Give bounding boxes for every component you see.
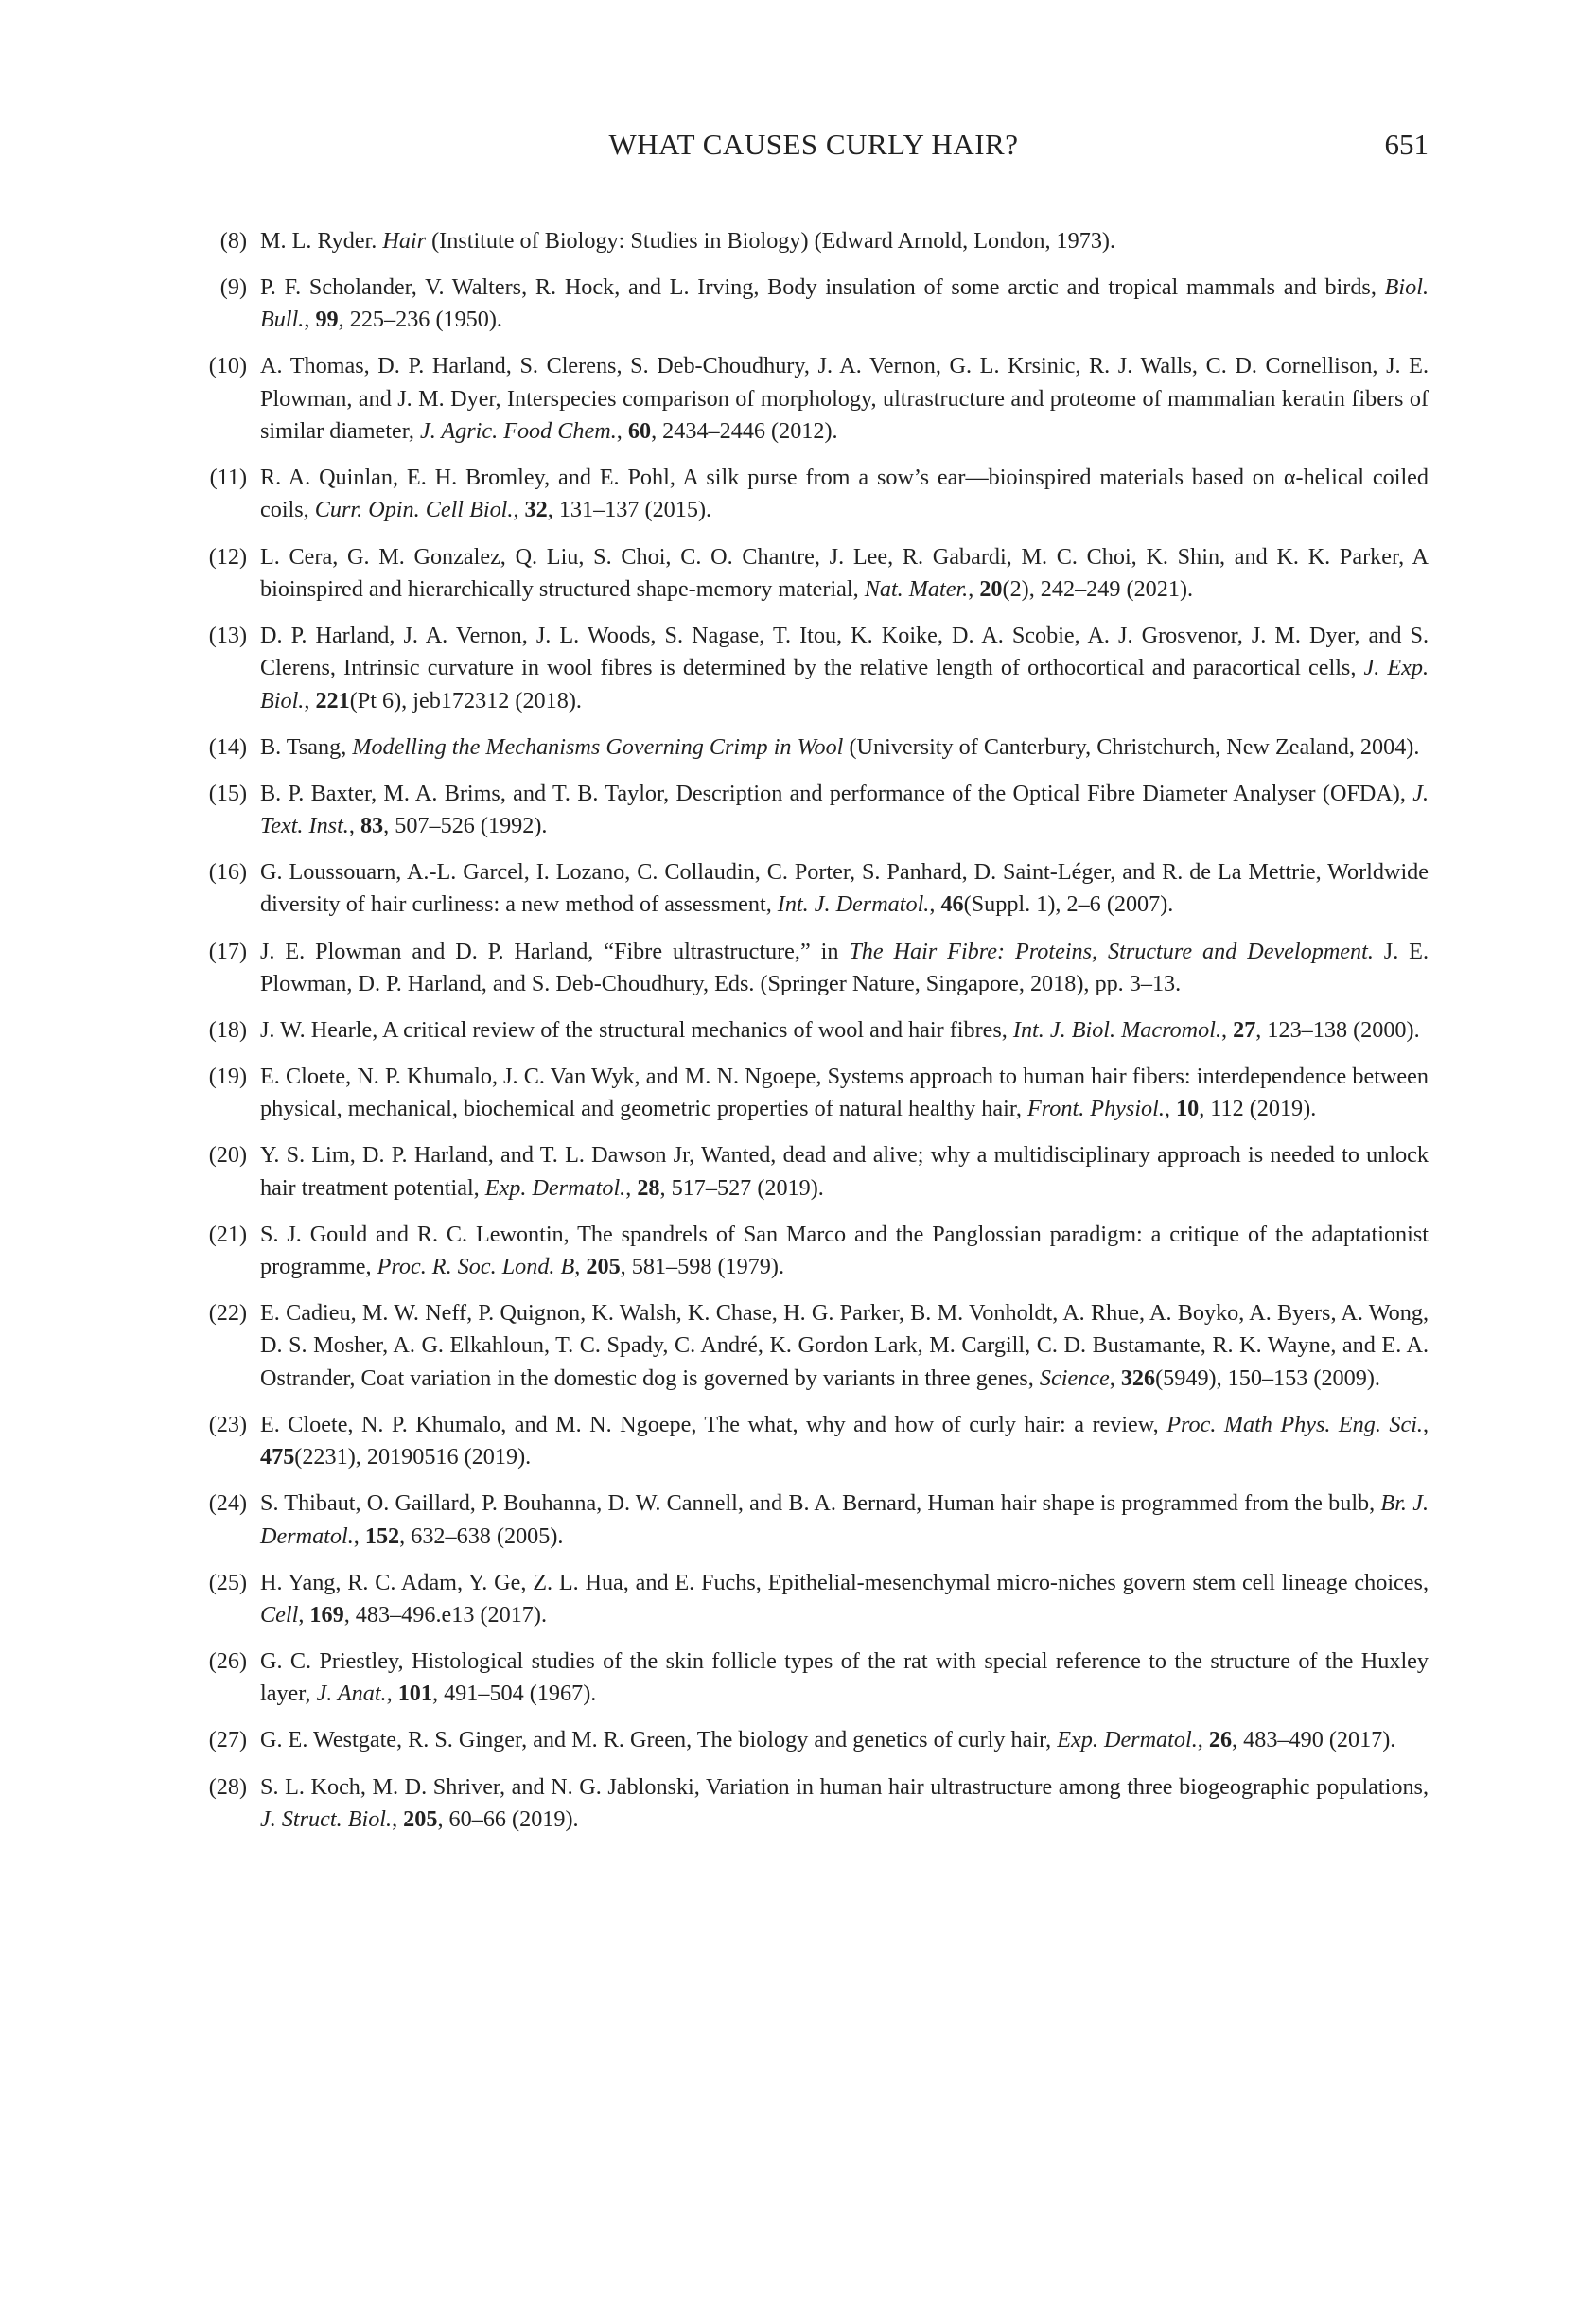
reference-text-segment: , [968, 575, 980, 602]
reference-italic-text: Hair [382, 228, 427, 254]
reference-number: (16) [208, 859, 247, 886]
reference-text-segment: (2231), 20190516 (2019). [294, 1444, 532, 1470]
reference-italic-text: J. Agric. Food Chem. [419, 418, 617, 445]
reference-text-segment: S. L. Koch, M. D. Shriver, and N. G. Jablonski, Variation in human hair ultrastructure among three biogeographic populations, [260, 1773, 1429, 1800]
running-title: WHAT CAUSES CURLY HAIR? [608, 128, 1019, 161]
reference-text [260, 859, 1429, 917]
reference-text [260, 544, 1429, 602]
reference-text-segment: , [1164, 1096, 1176, 1122]
reference-item [194, 1219, 1429, 1284]
reference-volume: 221 [315, 687, 350, 713]
reference-text-segment: , [348, 813, 360, 839]
reference-volume: 46 [940, 891, 964, 918]
reference-italic-text: J. Anat. [316, 1681, 387, 1707]
reference-number: (20) [208, 1142, 247, 1169]
reference-text-segment: , 225–236 (1950). [338, 307, 502, 333]
reference-italic-text: The Hair Fibre: Proteins, Structure and Development. [849, 938, 1374, 964]
reference-number: (24) [208, 1490, 247, 1517]
reference-volume: 26 [1208, 1727, 1233, 1753]
reference-text-segment: E. Cadieu, M. W. Neff, P. Quignon, K. Walsh, K. Chase, H. G. Parker, B. M. Vonholdt, A. Rhue, A. Boyko, A. Byers, A. Wong, D. S. Mosher, A. G. Elkahloun, T. C. Spady, C. André, K. Gordon Lark, M. Cargill, C. D. Bustamante, R. K. Wayne, and E. A. Ostrander, Coat variation in the domestic dog is governed by variants in three genes, [260, 1300, 1429, 1391]
reference-text [260, 1727, 1395, 1752]
reference-text-segment: E. Cloete, N. P. Khumalo, J. C. Van Wyk, and M. N. Ngoepe, Systems approach to human hair fibers: interdependence between physical, mechanical, biochemical and geometric properties of natural healthy hair, [260, 1064, 1429, 1122]
reference-italic-text: Int. J. Dermatol. [777, 891, 930, 918]
reference-number: (19) [208, 1064, 247, 1089]
reference-text-segment: A. Thomas, D. P. Harland, S. Clerens, S. Deb-Choudhury, J. A. Vernon, G. L. Krsinic, R. J. Walls, C. D. Cornellison, J. E. Plowman, and J. M. Dyer, Interspecies comparison of morphology, ultrastructure and proteome of mammalian keratin fibers of similar diameter, [260, 353, 1429, 445]
reference-text-segment: , 123–138 (2000). [1255, 1016, 1420, 1043]
reference-number: (28) [208, 1773, 247, 1800]
reference-text-segment: J. E. Plowman and D. P. Harland, “Fibre ultrastructure,” in [260, 938, 850, 964]
reference-volume: 152 [364, 1523, 400, 1549]
reference-item [194, 1409, 1429, 1474]
reference-text-segment: , 483–490 (2017). [1232, 1727, 1396, 1753]
reference-volume: 32 [524, 497, 548, 523]
reference-text-segment: , 131–137 (2015). [547, 497, 712, 523]
reference-item [194, 1771, 1429, 1837]
reference-number: (22) [208, 1300, 247, 1327]
reference-italic-text: Front. Physiol. [1027, 1096, 1165, 1122]
reference-text [260, 228, 1115, 254]
reference-volume: 205 [586, 1254, 621, 1280]
reference-item [194, 1724, 1429, 1756]
reference-text-segment: (5949), 150–153 (2009). [1155, 1364, 1380, 1391]
reference-volume: 475 [260, 1444, 295, 1470]
reference-number: (25) [208, 1569, 247, 1595]
reference-text [260, 274, 1429, 332]
reference-text [260, 1300, 1429, 1391]
reference-number: (21) [208, 1221, 247, 1247]
reference-text-segment: J. W. Hearle, A critical review of the structural mechanics of wool and hair fibres, [260, 1016, 1013, 1043]
reference-number: (14) [208, 733, 247, 760]
reference-text-segment: , 491–504 (1967). [431, 1681, 597, 1707]
reference-item [194, 731, 1429, 764]
reference-item [194, 1297, 1429, 1395]
reference-item [194, 778, 1429, 843]
reference-list [194, 225, 1429, 1850]
reference-text-segment: , 632–638 (2005). [399, 1523, 564, 1549]
reference-item [194, 1646, 1429, 1711]
running-head [199, 128, 1429, 175]
reference-text-segment: S. J. Gould and R. C. Lewontin, The spandrels of San Marco and the Panglossian paradigm: a critique of the adaptationist programme, [260, 1221, 1429, 1280]
reference-volume: 60 [627, 418, 652, 445]
reference-volume: 10 [1176, 1096, 1200, 1122]
reference-italic-text: J. Struct. Biol. [260, 1805, 393, 1832]
reference-text-segment: G. E. Westgate, R. S. Ginger, and M. R. Green, The biology and genetics of curly hair, [260, 1727, 1058, 1753]
reference-volume: 27 [1233, 1016, 1256, 1043]
reference-text [260, 781, 1429, 838]
reference-text-segment: E. Cloete, N. P. Khumalo, and M. N. Ngoepe, The what, why and how of curly hair: a review, [260, 1411, 1167, 1437]
reference-number: (23) [208, 1411, 247, 1437]
reference-number: (12) [208, 543, 247, 570]
reference-item [194, 620, 1429, 717]
reference-text [260, 1570, 1429, 1628]
reference-text-segment: , [1221, 1016, 1234, 1043]
reference-text-segment: , 2434–2446 (2012). [651, 418, 838, 445]
reference-number: (18) [208, 1016, 247, 1043]
reference-text-segment: , 581–598 (1979). [620, 1254, 784, 1280]
reference-text-segment: G. C. Priestley, Histological studies of the skin follicle types of the rat with special reference to the structure of the Huxley layer, [260, 1648, 1429, 1707]
reference-italic-text: Br. J. Dermatol. [260, 1490, 1429, 1549]
reference-text [260, 1412, 1429, 1470]
reference-number: (11) [209, 465, 247, 491]
reference-item [194, 1014, 1429, 1047]
reference-italic-text: Nat. Mater. [864, 575, 969, 602]
reference-volume: 169 [309, 1601, 344, 1628]
reference-text [260, 623, 1429, 713]
reference-text-segment: , [304, 687, 316, 713]
page-number: 651 [1384, 128, 1429, 161]
reference-italic-text: Cell [260, 1601, 299, 1628]
reference-volume: 326 [1120, 1364, 1156, 1391]
reference-item [194, 1061, 1429, 1126]
reference-text-segment: , 112 (2019). [1199, 1096, 1317, 1122]
reference-text-segment: , [513, 497, 525, 523]
reference-text [260, 1017, 1420, 1043]
reference-italic-text: Science [1039, 1364, 1110, 1391]
reference-text-segment: , 507–526 (1992). [383, 813, 548, 839]
reference-text-segment: M. L. Ryder. [260, 228, 383, 254]
reference-number: (9) [219, 274, 247, 301]
reference-text-segment: , [625, 1174, 638, 1201]
reference-volume: 205 [403, 1805, 438, 1832]
reference-number: (8) [219, 228, 247, 254]
reference-italic-text: J. Text. Inst. [260, 780, 1429, 839]
reference-number: (15) [208, 780, 247, 806]
reference-text-segment: S. Thibaut, O. Gaillard, P. Bouhanna, D. W. Cannell, and B. A. Bernard, Human hair shape is programmed from the bulb, [260, 1490, 1381, 1517]
reference-italic-text: Proc. R. Soc. Lond. B [377, 1254, 575, 1280]
reference-number: (17) [208, 938, 247, 964]
reference-italic-text: Proc. Math Phys. Eng. Sci. [1166, 1411, 1423, 1437]
reference-number: (26) [208, 1648, 247, 1675]
reference-text [260, 1064, 1429, 1121]
reference-text [260, 1648, 1429, 1706]
reference-volume: 83 [360, 813, 384, 839]
reference-text [260, 465, 1429, 522]
reference-text-segment: , [304, 307, 316, 333]
reference-item [194, 272, 1429, 337]
reference-text [260, 1142, 1429, 1200]
reference-text-segment: G. Loussouarn, A.-L. Garcel, I. Lozano, C. Collaudin, C. Porter, S. Panhard, D. Saint-Léger, and R. de La Mettrie, Worldwide diversity of hair curliness: a new method of assessment, [260, 859, 1429, 918]
reference-text-segment: , 517–527 (2019). [659, 1174, 824, 1201]
reference-volume: 28 [637, 1174, 660, 1201]
reference-text-segment: Y. S. Lim, D. P. Harland, and T. L. Dawson Jr, Wanted, dead and alive; why a multidisciplinary approach is needed to unlock hair treatment potential, [260, 1142, 1429, 1201]
reference-text-segment: , [616, 418, 628, 445]
reference-item [194, 936, 1429, 1001]
reference-text-segment: H. Yang, R. C. Adam, Y. Ge, Z. L. Hua, and E. Fuchs, Epithelial-mesenchymal micro-niches govern stem cell lineage choices, [260, 1569, 1429, 1595]
reference-italic-text: J. Exp. Biol. [260, 655, 1429, 713]
reference-text-segment: B. P. Baxter, M. A. Brims, and T. B. Taylor, Description and performance of the Optical Fibre Diameter Analyser (OFDA), [260, 780, 1413, 806]
reference-italic-text: Curr. Opin. Cell Biol. [314, 497, 514, 523]
reference-text-segment: , [1197, 1727, 1209, 1753]
reference-item [194, 462, 1429, 527]
reference-number: (27) [208, 1727, 247, 1753]
reference-text-segment: , [353, 1523, 365, 1549]
reference-text-segment: (University of Canterbury, Christchurch, New Zealand, 2004). [843, 733, 1420, 760]
reference-text [260, 1490, 1429, 1548]
reference-volume: 101 [397, 1681, 432, 1707]
reference-text [260, 353, 1429, 444]
reference-italic-text: Exp. Dermatol. [484, 1174, 626, 1201]
reference-text-segment: , 60–66 (2019). [437, 1805, 579, 1832]
reference-item [194, 541, 1429, 607]
reference-text-segment: (Institute of Biology: Studies in Biology) (Edward Arnold, London, 1973). [426, 228, 1116, 254]
reference-item [194, 856, 1429, 922]
reference-text-segment: P. F. Scholander, V. Walters, R. Hock, and L. Irving, Body insulation of some arctic and tropical mammals and birds, [260, 274, 1385, 301]
reference-text [260, 734, 1419, 760]
reference-text-segment: , 483–496.e13 (2017). [343, 1601, 547, 1628]
reference-volume: 20 [979, 575, 1003, 602]
reference-text-segment: R. A. Quinlan, E. H. Bromley, and E. Pohl, A silk purse from a sow’s ear—bioinspired materials based on α-helical coiled coils, [260, 465, 1429, 523]
reference-text-segment: , [392, 1805, 404, 1832]
reference-text-segment: , [1109, 1364, 1121, 1391]
reference-italic-text: Exp. Dermatol. [1057, 1727, 1198, 1753]
reference-text-segment: , [298, 1601, 310, 1628]
reference-text [260, 1222, 1429, 1279]
reference-text-segment: (Suppl. 1), 2–6 (2007). [963, 891, 1174, 918]
reference-text-segment: (2), 242–249 (2021). [1002, 575, 1194, 602]
reference-text [260, 1774, 1429, 1832]
reference-italic-text: Int. J. Biol. Macromol. [1012, 1016, 1222, 1043]
reference-text-segment: , [386, 1681, 398, 1707]
reference-text [260, 939, 1429, 996]
reference-item [194, 1139, 1429, 1205]
reference-text-segment: L. Cera, G. M. Gonzalez, Q. Liu, S. Choi, C. O. Chantre, J. Lee, R. Gabardi, M. C. Choi, K. Shin, and K. K. Parker, A bioinspired and hierarchically structured shape-memory material, [260, 543, 1429, 602]
reference-item [194, 350, 1429, 448]
reference-text-segment: , [929, 891, 941, 918]
reference-text-segment: , [574, 1254, 587, 1280]
reference-text-segment: D. P. Harland, J. A. Vernon, J. L. Woods, S. Nagase, T. Itou, K. Koike, D. A. Scobie, A. J. Grosvenor, J. M. Dyer, and S. Clerens, Intrinsic curvature in wool fibres is determined by the relative length of orthocortical and paracortical cells, [260, 622, 1429, 681]
reference-item [194, 1567, 1429, 1632]
reference-number: (10) [208, 353, 247, 379]
reference-italic-text: Modelling the Mechanisms Governing Crimp in Wool [352, 733, 844, 760]
reference-text-segment: J. E. Plowman, D. P. Harland, and S. Deb-Choudhury, Eds. (Springer Nature, Singapore, 2018), pp. 3–13. [260, 938, 1429, 996]
reference-text-segment: B. Tsang, [260, 733, 353, 760]
reference-text-segment: , [1422, 1411, 1429, 1437]
reference-item [194, 225, 1429, 257]
reference-text-segment: (Pt 6), jeb172312 (2018). [349, 687, 582, 713]
reference-volume: 99 [315, 307, 339, 333]
reference-item [194, 1487, 1429, 1553]
reference-italic-text: Biol. Bull. [260, 274, 1429, 333]
reference-number: (13) [208, 622, 247, 648]
